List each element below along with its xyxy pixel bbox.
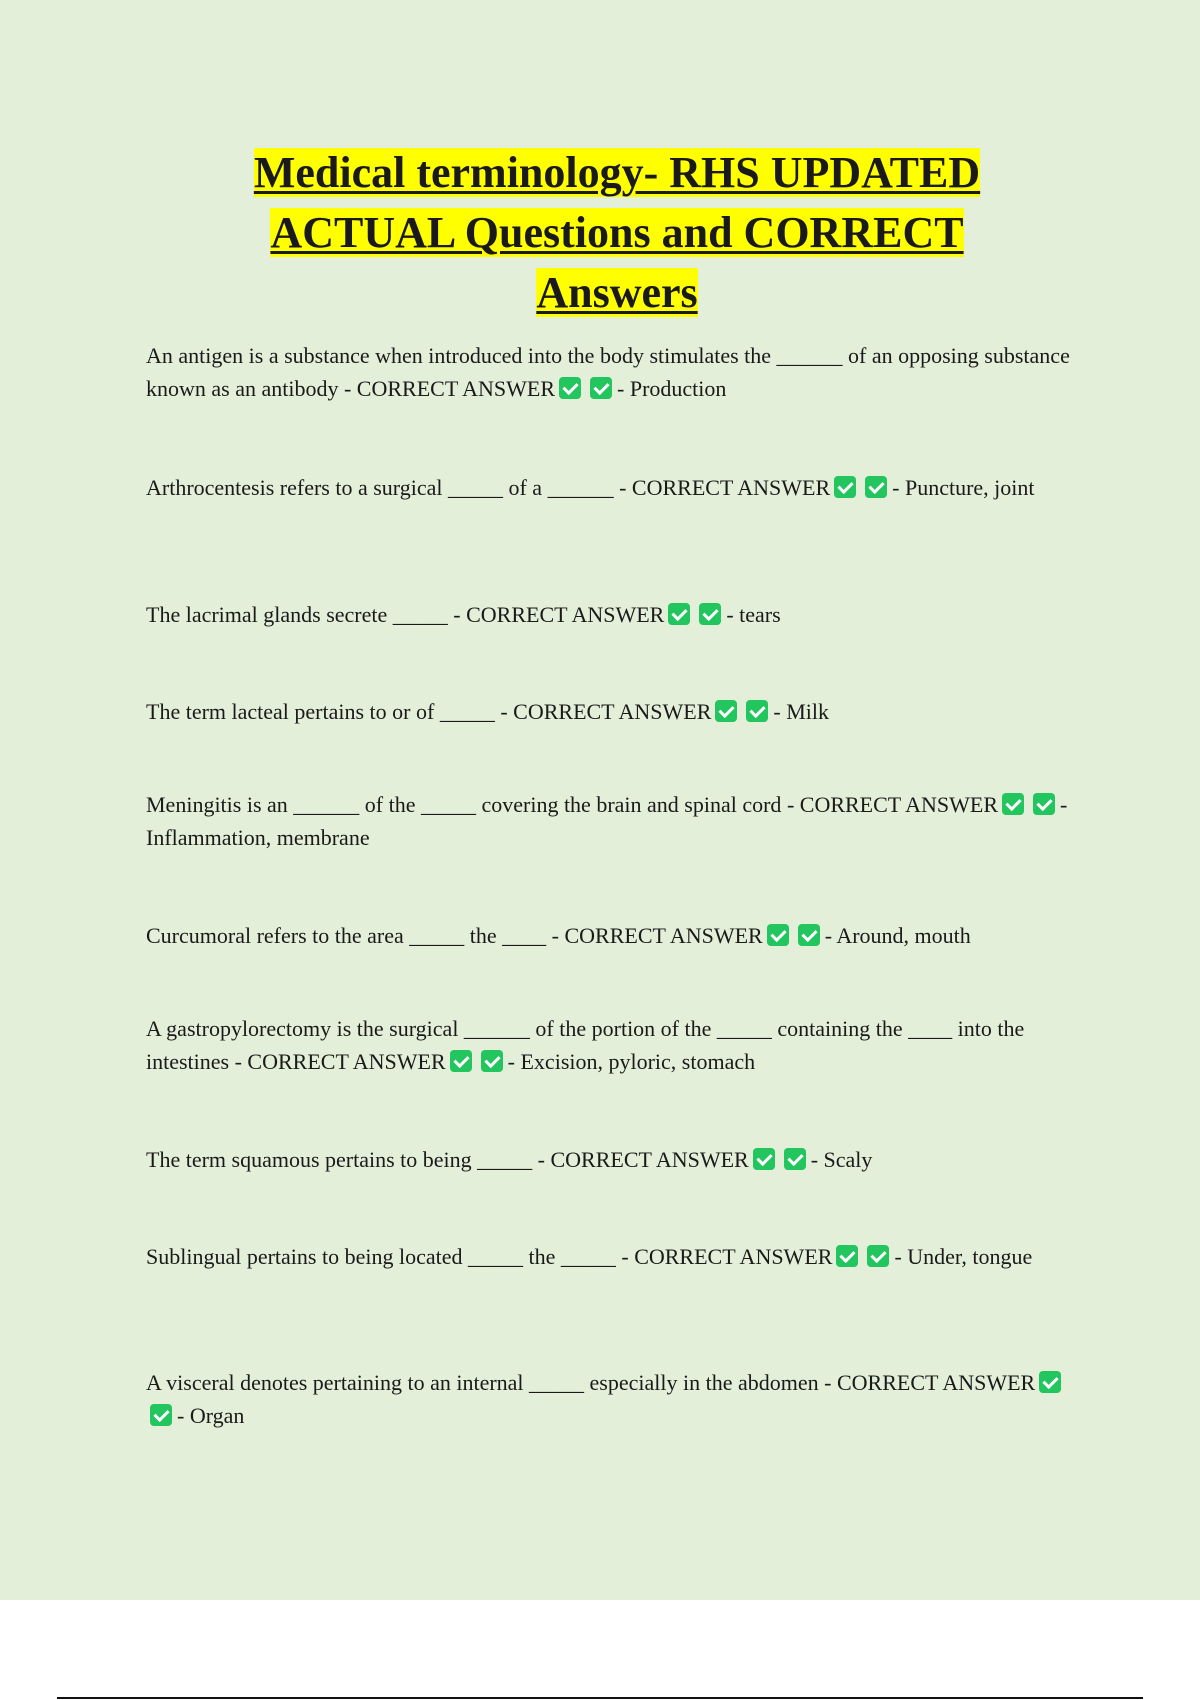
answer-text: - Scaly xyxy=(810,1147,873,1172)
check-icon xyxy=(865,476,887,498)
qa-item-8 xyxy=(146,1143,1086,1176)
check-icon xyxy=(784,1148,806,1170)
check-icon xyxy=(450,1050,472,1072)
qa-item-3 xyxy=(146,598,1086,631)
question-text: The term lacteal pertains to or of _____ xyxy=(146,699,495,724)
qa-item-5 xyxy=(146,788,1086,854)
correct-answer-label: - CORRECT ANSWER xyxy=(551,923,763,948)
question-text: A visceral denotes pertaining to an internal _____ especially in the abdomen xyxy=(146,1370,819,1395)
correct-answer-label: - CORRECT ANSWER xyxy=(343,376,556,401)
document-title xyxy=(146,143,1088,323)
answer-text: - tears xyxy=(726,602,781,627)
check-icon xyxy=(150,1404,172,1426)
check-icon xyxy=(715,700,737,722)
answer-text: - Organ xyxy=(177,1403,245,1428)
correct-answer-label: - CORRECT ANSWER xyxy=(824,1370,1036,1395)
qa-item-1 xyxy=(146,339,1086,405)
answer-text: - Puncture, joint xyxy=(892,475,1035,500)
question-text: A gastropylorectomy is the surgical ______ of the portion of the _____ containing the ____ into the intestines xyxy=(146,1016,1025,1074)
check-icon xyxy=(767,924,789,946)
qa-item-6 xyxy=(146,919,1086,952)
answer-text: - Excision, pyloric, stomach xyxy=(507,1049,756,1074)
correct-answer-label: - CORRECT ANSWER xyxy=(453,602,665,627)
correct-answer-label: - CORRECT ANSWER xyxy=(786,792,998,817)
answer-text: - Around, mouth xyxy=(824,923,971,948)
check-icon xyxy=(867,1245,889,1267)
check-icon xyxy=(1039,1371,1061,1393)
answer-text: - Production xyxy=(617,376,727,401)
qa-item-10 xyxy=(146,1366,1086,1432)
question-text: The lacrimal glands secrete _____ xyxy=(146,602,448,627)
check-icon xyxy=(1002,793,1024,815)
correct-answer-label: - CORRECT ANSWER xyxy=(537,1147,749,1172)
answer-text: - Milk xyxy=(773,699,830,724)
title-line-3: Answers xyxy=(536,268,698,317)
check-icon xyxy=(699,603,721,625)
check-icon xyxy=(798,924,820,946)
title-line-1: Medical terminology- RHS UPDATED xyxy=(253,148,981,197)
correct-answer-label: - CORRECT ANSWER xyxy=(621,1244,833,1269)
check-icon xyxy=(836,1245,858,1267)
answer-text: - Inflammation, membrane xyxy=(146,792,1068,850)
check-icon xyxy=(559,377,581,399)
question-text: Sublingual pertains to being located _____ the _____ xyxy=(146,1244,616,1269)
question-text: Arthrocentesis refers to a surgical _____ of a ______ xyxy=(146,475,614,500)
qa-item-4 xyxy=(146,695,1086,728)
check-icon xyxy=(668,603,690,625)
check-icon xyxy=(746,700,768,722)
qa-item-9 xyxy=(146,1240,1086,1273)
correct-answer-label: - CORRECT ANSWER xyxy=(619,475,831,500)
footer-divider xyxy=(57,1697,1143,1699)
qa-item-7 xyxy=(146,1012,1086,1078)
check-icon xyxy=(753,1148,775,1170)
qa-item-2 xyxy=(146,471,1086,504)
check-icon xyxy=(1033,793,1055,815)
correct-answer-label: - CORRECT ANSWER xyxy=(500,699,712,724)
correct-answer-label: - CORRECT ANSWER xyxy=(234,1049,446,1074)
title-line-2: ACTUAL Questions and CORRECT xyxy=(270,208,964,257)
question-text: The term squamous pertains to being _____ xyxy=(146,1147,533,1172)
question-text: Curcumoral refers to the area _____ the ____ xyxy=(146,923,547,948)
answer-text: - Under, tongue xyxy=(894,1244,1033,1269)
question-text: Meningitis is an ______ of the _____ covering the brain and spinal cord xyxy=(146,792,782,817)
check-icon xyxy=(834,476,856,498)
question-text: An antigen is a substance when introduced into the body stimulates the ______ of an opposing substance known as an antibody xyxy=(146,343,1070,401)
check-icon xyxy=(481,1050,503,1072)
check-icon xyxy=(590,377,612,399)
